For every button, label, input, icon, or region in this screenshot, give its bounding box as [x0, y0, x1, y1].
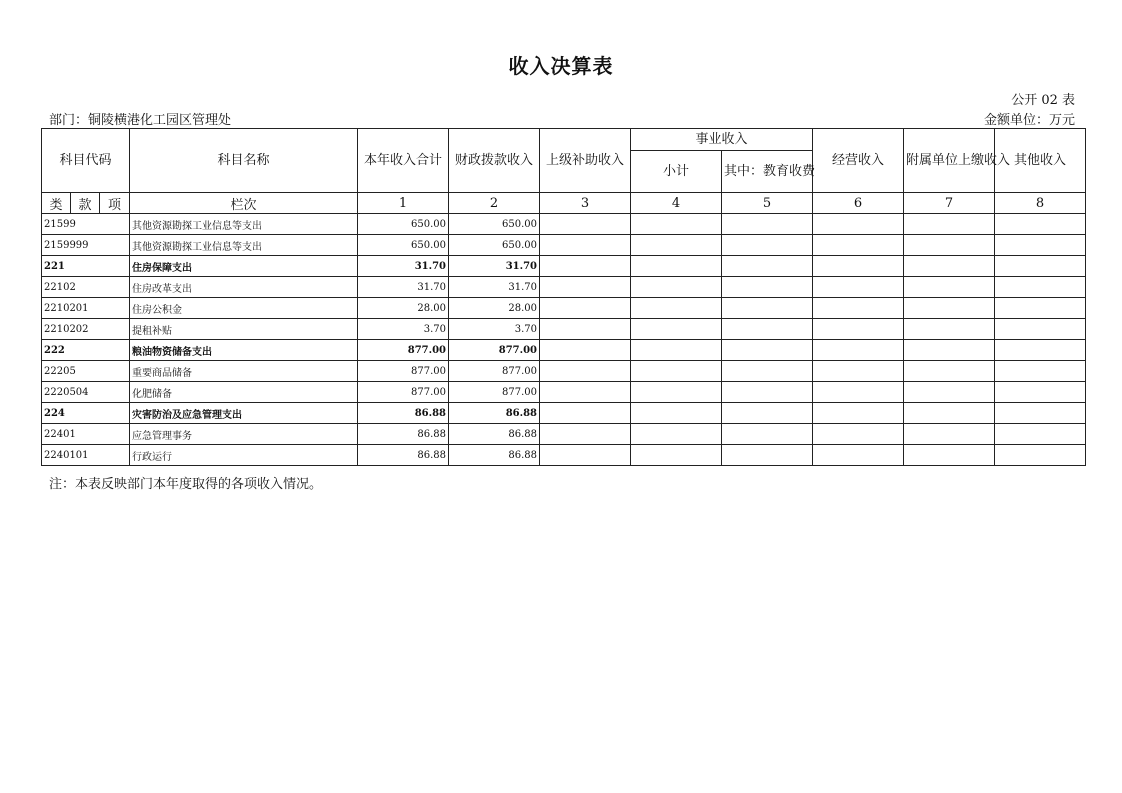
- superior-subsidy-cell: [540, 277, 631, 298]
- total-income-cell: 28.00: [358, 298, 449, 319]
- superior-subsidy-cell: [540, 235, 631, 256]
- fiscal-appropriation-cell: 877.00: [449, 340, 540, 361]
- subject-code-cell: 2210201: [42, 298, 130, 319]
- superior-subsidy-cell: [540, 340, 631, 361]
- total-income-cell: 31.70: [358, 277, 449, 298]
- fiscal-appropriation-cell: 877.00: [449, 382, 540, 403]
- table-note: 注：本表反映部门本年度取得的各项收入情况。: [49, 477, 323, 492]
- superior-subsidy-cell: [540, 214, 631, 235]
- other-income-cell: [995, 256, 1086, 277]
- table-row: [42, 340, 1086, 361]
- fiscal-appropriation-cell: 31.70: [449, 277, 540, 298]
- business-subtotal-cell: [631, 319, 722, 340]
- index-col-6: 6: [813, 193, 904, 214]
- table-row: [42, 277, 1086, 298]
- operating-income-cell: [813, 382, 904, 403]
- superior-subsidy-cell: [540, 298, 631, 319]
- index-col-8: 8: [995, 193, 1086, 214]
- fiscal-appropriation-cell: 86.88: [449, 424, 540, 445]
- superior-subsidy-cell: [540, 361, 631, 382]
- total-income-cell: 877.00: [358, 361, 449, 382]
- index-lei: 类: [42, 193, 71, 214]
- education-fees-cell: [722, 319, 813, 340]
- header-fiscal-appropriation: 财政拨款收入: [449, 129, 540, 193]
- education-fees-cell: [722, 277, 813, 298]
- fiscal-appropriation-cell: 86.88: [449, 403, 540, 424]
- operating-income-cell: [813, 403, 904, 424]
- subject-name-cell: 重要商品储备: [130, 361, 358, 382]
- subject-code-cell: 22401: [42, 424, 130, 445]
- affiliated-units-cell: [904, 424, 995, 445]
- other-income-cell: [995, 403, 1086, 424]
- subject-code-cell: 222: [42, 340, 130, 361]
- total-income-cell: 86.88: [358, 403, 449, 424]
- subject-name-cell: 其他资源勘探工业信息等支出: [130, 235, 358, 256]
- subject-name-cell: 行政运行: [130, 445, 358, 466]
- operating-income-cell: [813, 424, 904, 445]
- other-income-cell: [995, 298, 1086, 319]
- business-subtotal-cell: [631, 382, 722, 403]
- business-subtotal-cell: [631, 256, 722, 277]
- header-subtotal: 小计: [631, 151, 722, 193]
- subject-name-cell: 其他资源勘探工业信息等支出: [130, 214, 358, 235]
- affiliated-units-cell: [904, 214, 995, 235]
- other-income-cell: [995, 214, 1086, 235]
- header-superior-subsidy: 上级补助收入: [540, 129, 631, 193]
- business-subtotal-cell: [631, 403, 722, 424]
- affiliated-units-cell: [904, 445, 995, 466]
- subject-code-cell: 221: [42, 256, 130, 277]
- subject-code-cell: 2240101: [42, 445, 130, 466]
- total-income-cell: 31.70: [358, 256, 449, 277]
- fiscal-appropriation-cell: 3.70: [449, 319, 540, 340]
- other-income-cell: [995, 445, 1086, 466]
- header-affiliated-units: 附属单位上缴收入: [904, 129, 995, 193]
- other-income-cell: [995, 361, 1086, 382]
- other-income-cell: [995, 424, 1086, 445]
- business-subtotal-cell: [631, 424, 722, 445]
- operating-income-cell: [813, 445, 904, 466]
- subject-name-cell: 住房公积金: [130, 298, 358, 319]
- index-col-3: 3: [540, 193, 631, 214]
- business-subtotal-cell: [631, 235, 722, 256]
- education-fees-cell: [722, 445, 813, 466]
- header-subject-code: 科目代码: [42, 129, 130, 193]
- income-table: [41, 128, 1086, 466]
- header-subject-name: 科目名称: [130, 129, 358, 193]
- other-income-cell: [995, 235, 1086, 256]
- header-total-income: 本年收入合计: [358, 129, 449, 193]
- superior-subsidy-cell: [540, 445, 631, 466]
- affiliated-units-cell: [904, 235, 995, 256]
- business-subtotal-cell: [631, 445, 722, 466]
- education-fees-cell: [722, 235, 813, 256]
- index-col-7: 7: [904, 193, 995, 214]
- affiliated-units-cell: [904, 256, 995, 277]
- operating-income-cell: [813, 235, 904, 256]
- header-other-income: 其他收入: [995, 129, 1086, 193]
- subject-code-cell: 22102: [42, 277, 130, 298]
- other-income-cell: [995, 277, 1086, 298]
- education-fees-cell: [722, 382, 813, 403]
- index-col-4: 4: [631, 193, 722, 214]
- total-income-cell: 86.88: [358, 424, 449, 445]
- fiscal-appropriation-cell: 650.00: [449, 235, 540, 256]
- education-fees-cell: [722, 340, 813, 361]
- total-income-cell: 86.88: [358, 445, 449, 466]
- index-xiang: 项: [100, 193, 130, 214]
- table-row: [42, 214, 1086, 235]
- table-row: [42, 382, 1086, 403]
- amount-unit-label: 金额单位：万元: [983, 113, 1075, 128]
- header-business-income: 事业收入: [631, 129, 813, 151]
- total-income-cell: 650.00: [358, 235, 449, 256]
- superior-subsidy-cell: [540, 424, 631, 445]
- affiliated-units-cell: [904, 361, 995, 382]
- subject-name-cell: 住房改革支出: [130, 277, 358, 298]
- superior-subsidy-cell: [540, 403, 631, 424]
- fiscal-appropriation-cell: 650.00: [449, 214, 540, 235]
- subject-name-cell: 粮油物资储备支出: [130, 340, 358, 361]
- operating-income-cell: [813, 277, 904, 298]
- index-col-2: 2: [449, 193, 540, 214]
- table-row: [42, 319, 1086, 340]
- subject-code-cell: 21599: [42, 214, 130, 235]
- superior-subsidy-cell: [540, 319, 631, 340]
- education-fees-cell: [722, 361, 813, 382]
- subject-name-cell: 应急管理事务: [130, 424, 358, 445]
- operating-income-cell: [813, 340, 904, 361]
- subject-code-cell: 22205: [42, 361, 130, 382]
- index-lanci: 栏次: [130, 193, 358, 214]
- affiliated-units-cell: [904, 298, 995, 319]
- table-row: [42, 445, 1086, 466]
- education-fees-cell: [722, 214, 813, 235]
- report-title: 收入决算表: [508, 54, 614, 78]
- subject-code-cell: 2159999: [42, 235, 130, 256]
- superior-subsidy-cell: [540, 382, 631, 403]
- index-col-5: 5: [722, 193, 813, 214]
- total-income-cell: 877.00: [358, 382, 449, 403]
- other-income-cell: [995, 340, 1086, 361]
- operating-income-cell: [813, 298, 904, 319]
- fiscal-appropriation-cell: 28.00: [449, 298, 540, 319]
- affiliated-units-cell: [904, 277, 995, 298]
- table-row: [42, 361, 1086, 382]
- table-row: [42, 298, 1086, 319]
- subject-code-cell: 2220504: [42, 382, 130, 403]
- subject-name-cell: 化肥储备: [130, 382, 358, 403]
- department-label: 部门：铜陵横港化工园区管理处: [49, 113, 232, 128]
- subject-name-cell: 提租补贴: [130, 319, 358, 340]
- affiliated-units-cell: [904, 403, 995, 424]
- affiliated-units-cell: [904, 340, 995, 361]
- superior-subsidy-cell: [540, 256, 631, 277]
- header-education-fees: 其中：教育收费: [722, 151, 813, 193]
- education-fees-cell: [722, 424, 813, 445]
- business-subtotal-cell: [631, 298, 722, 319]
- other-income-cell: [995, 319, 1086, 340]
- index-kuan: 款: [71, 193, 100, 214]
- education-fees-cell: [722, 403, 813, 424]
- education-fees-cell: [722, 298, 813, 319]
- other-income-cell: [995, 382, 1086, 403]
- education-fees-cell: [722, 256, 813, 277]
- affiliated-units-cell: [904, 382, 995, 403]
- operating-income-cell: [813, 361, 904, 382]
- total-income-cell: 650.00: [358, 214, 449, 235]
- subject-code-cell: 224: [42, 403, 130, 424]
- business-subtotal-cell: [631, 214, 722, 235]
- table-row: [42, 424, 1086, 445]
- table-row: [42, 256, 1086, 277]
- affiliated-units-cell: [904, 319, 995, 340]
- fiscal-appropriation-cell: 86.88: [449, 445, 540, 466]
- form-number: 公开 02 表: [1011, 93, 1075, 108]
- operating-income-cell: [813, 256, 904, 277]
- table-row: [42, 235, 1086, 256]
- header-operating-income: 经营收入: [813, 129, 904, 193]
- subject-name-cell: 灾害防治及应急管理支出: [130, 403, 358, 424]
- table-row: [42, 403, 1086, 424]
- total-income-cell: 3.70: [358, 319, 449, 340]
- operating-income-cell: [813, 319, 904, 340]
- business-subtotal-cell: [631, 340, 722, 361]
- operating-income-cell: [813, 214, 904, 235]
- subject-name-cell: 住房保障支出: [130, 256, 358, 277]
- fiscal-appropriation-cell: 31.70: [449, 256, 540, 277]
- subject-code-cell: 2210202: [42, 319, 130, 340]
- total-income-cell: 877.00: [358, 340, 449, 361]
- fiscal-appropriation-cell: 877.00: [449, 361, 540, 382]
- business-subtotal-cell: [631, 277, 722, 298]
- business-subtotal-cell: [631, 361, 722, 382]
- table-body: [42, 214, 1086, 466]
- index-col-1: 1: [358, 193, 449, 214]
